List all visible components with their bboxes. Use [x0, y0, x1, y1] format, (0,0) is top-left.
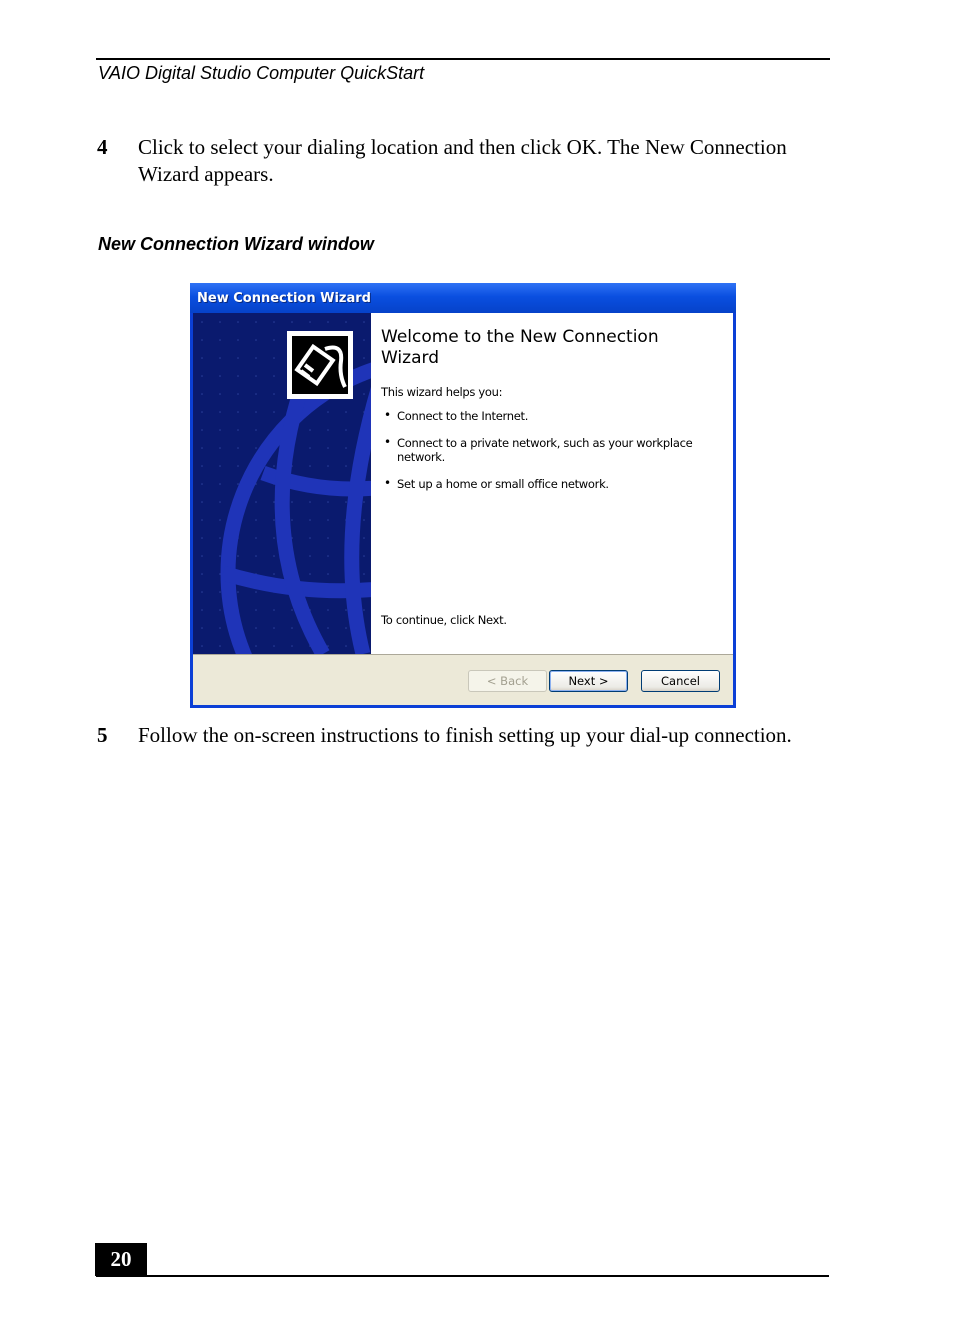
wizard-window: [190, 283, 736, 708]
footer-rule: [96, 1275, 829, 1277]
bullet-icon: •: [384, 476, 391, 490]
title-bar[interactable]: [190, 283, 736, 313]
list-item: • Set up a home or small office network.: [384, 476, 609, 491]
wizard-client-area: [193, 313, 733, 705]
wizard-banner: [193, 313, 371, 654]
back-button[interactable]: < Back: [468, 670, 547, 692]
page-number: 20: [110, 1247, 132, 1271]
header-rule: [96, 58, 830, 60]
cancel-button[interactable]: Cancel: [641, 670, 720, 692]
bullet-icon: •: [384, 408, 391, 422]
wizard-heading: Welcome to the New Connection Wizard: [381, 327, 659, 368]
next-button[interactable]: Next >: [549, 670, 628, 692]
running-head: VAIO Digital Studio Computer QuickStart: [98, 63, 425, 83]
globe-icon: [193, 313, 371, 654]
step-text: Click to select your dialing location and then click OK. The New Connection Wizard appears.: [138, 135, 787, 186]
wizard-bullet-list: [381, 409, 711, 504]
list-item: • Connect to a private network, such as your workplace network.: [384, 435, 693, 464]
window-title: New Connection Wizard: [197, 291, 371, 306]
wizard-intro: This wizard helps you:: [381, 385, 503, 399]
bullet-icon: •: [384, 435, 391, 449]
page-number-box: [95, 1243, 147, 1276]
wizard-content: [371, 313, 733, 654]
continue-text: To continue, click Next.: [381, 613, 507, 627]
step-text: Follow the on-screen instructions to finish setting up your dial-up connection.: [138, 723, 792, 747]
step-number: 5: [97, 723, 108, 747]
step-number: 4: [97, 135, 108, 159]
divider: [193, 654, 733, 655]
figure-caption: New Connection Wizard window: [98, 234, 374, 254]
list-item: • Connect to the Internet.: [384, 408, 529, 423]
